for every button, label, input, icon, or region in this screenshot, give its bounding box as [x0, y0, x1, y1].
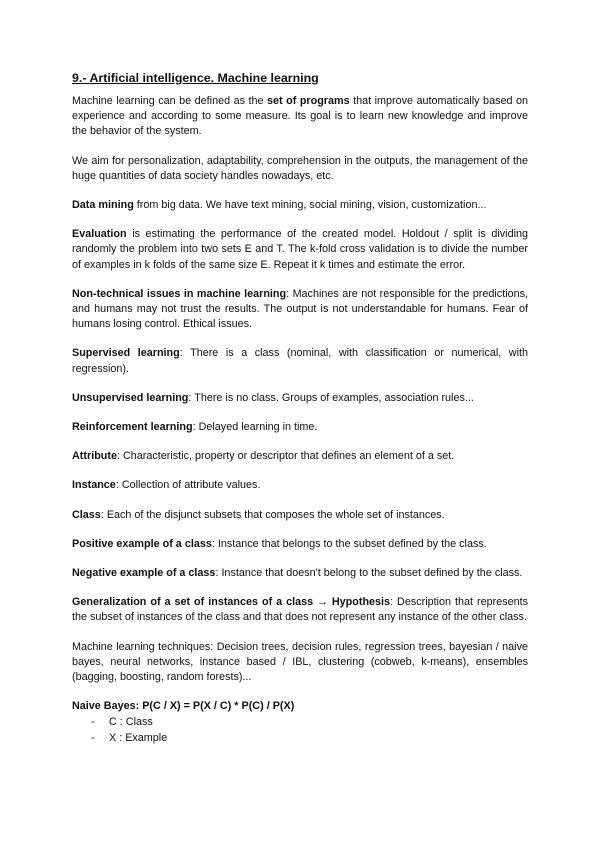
definition-term: Negative example of a class — [72, 567, 216, 580]
definition-text: Collection of attribute values. — [121, 479, 261, 492]
intro-text-start: Machine learning can be defined as the — [72, 95, 268, 107]
definition-paragraph — [72, 595, 528, 625]
definition-paragraph — [72, 346, 528, 376]
document-page — [72, 70, 528, 746]
definition-paragraph — [72, 391, 528, 406]
dash-bullet: - — [91, 731, 95, 744]
definition-term: Positive example of a class — [72, 537, 212, 550]
definition-text: Instance that doesn't belong to the subset defined by the class. — [221, 567, 523, 580]
definition-paragraph — [72, 227, 528, 273]
naive-bayes-formula — [72, 699, 528, 714]
definition-paragraph — [72, 478, 528, 493]
definition-text: There is a class (nominal, with classification or numerical, with regression). — [72, 347, 528, 375]
definition-term: Attribute — [72, 450, 117, 463]
techniques-paragraph: Machine learning techniques: Decision trees, decision rules, regression trees, bayesian / naive bayes, neural networks, instance based / IBL, clustering (cobweb, k-means), ensembles (bagging, boosting, random forests)... — [72, 640, 528, 684]
definition-term: Reinforcement learning — [72, 421, 193, 434]
definition-paragraph — [72, 566, 528, 581]
intro-paragraph — [72, 94, 528, 140]
definition-paragraph — [72, 287, 528, 333]
list-item — [91, 715, 528, 730]
definition-separator: : — [192, 421, 199, 434]
list-item-text: C : Class — [109, 716, 153, 729]
definition-term: Supervised learning — [72, 347, 180, 360]
definition-term: Data mining — [72, 199, 134, 212]
definition-paragraph — [72, 508, 528, 523]
definition-term: Unsupervised learning — [72, 391, 189, 404]
intro-text-end: that improve automatically based on experience and according to some measure. Its goal is to learn new knowledge and improve the behavior of the system. — [72, 95, 528, 138]
definition-paragraph — [72, 537, 528, 552]
definition-term: Instance — [72, 479, 116, 492]
definition-text: Machines are not responsible for the predictions, and humans may not trust the results. The output is not understandable for humans. Fear of humans losing control. Ethical issues. — [72, 287, 528, 331]
definition-term: Evaluation — [72, 228, 127, 241]
definition-separator: : — [100, 508, 107, 521]
definition-separator: : — [179, 347, 191, 360]
definition-separator: : — [116, 450, 123, 463]
naive-bayes-formula-text: Naive Bayes: P(C / X) = P(X / C) * P(C) / P(X) — [72, 700, 295, 713]
naive-bayes-list — [72, 715, 528, 745]
definition-term: Generalization of a set of instances of a class → Hypothesis — [72, 596, 391, 609]
definition-text: Each of the disjunct subsets that composes the whole set of instances. — [106, 508, 445, 521]
definition-text: Instance that belongs to the subset defined by the class. — [217, 537, 487, 550]
page-title: 9.- Artificial intelligence. Machine learning — [72, 71, 319, 85]
definition-paragraph — [72, 198, 528, 213]
definition-term: Non-technical issues in machine learning — [72, 287, 287, 300]
definition-separator: : — [286, 287, 293, 300]
definition-paragraph — [72, 420, 528, 435]
definition-text: Description that represents the subset of instances of the class and that does not represent any instance of the other class. — [72, 596, 529, 624]
definition-text: from big data. We have text mining, social mining, vision, customization... — [136, 199, 487, 212]
dash-bullet: - — [91, 716, 95, 729]
definition-paragraph — [72, 449, 528, 464]
list-item-text: X : Example — [109, 731, 168, 744]
definition-separator: : — [115, 479, 122, 492]
definition-separator: : — [390, 596, 398, 609]
definition-text: Characteristic, property or descriptor that defines an element of a set. — [122, 450, 455, 463]
aim-paragraph: We aim for personalization, adaptability, comprehension in the outputs, the management of the huge quantities of data society handles nowadays, etc. — [72, 154, 528, 182]
definition-text: There is no class. Groups of examples, association rules... — [194, 391, 474, 404]
definitions-list — [72, 198, 528, 626]
definition-text: Delayed learning in time. — [198, 421, 318, 434]
definition-text: is estimating the performance of the created model. Holdout / split is dividing randomly the problem into two sets E and T. The k-fold cross validation is to divide the number of examples in k folds of the same size E. Repeat it k times and estimate the error. — [72, 228, 528, 271]
list-item — [91, 731, 528, 746]
definition-term: Class — [72, 508, 101, 521]
definition-separator: : — [215, 567, 222, 580]
definition-separator: : — [211, 537, 218, 550]
definition-separator: : — [188, 391, 195, 404]
intro-bold-term: set of programs — [267, 95, 350, 107]
